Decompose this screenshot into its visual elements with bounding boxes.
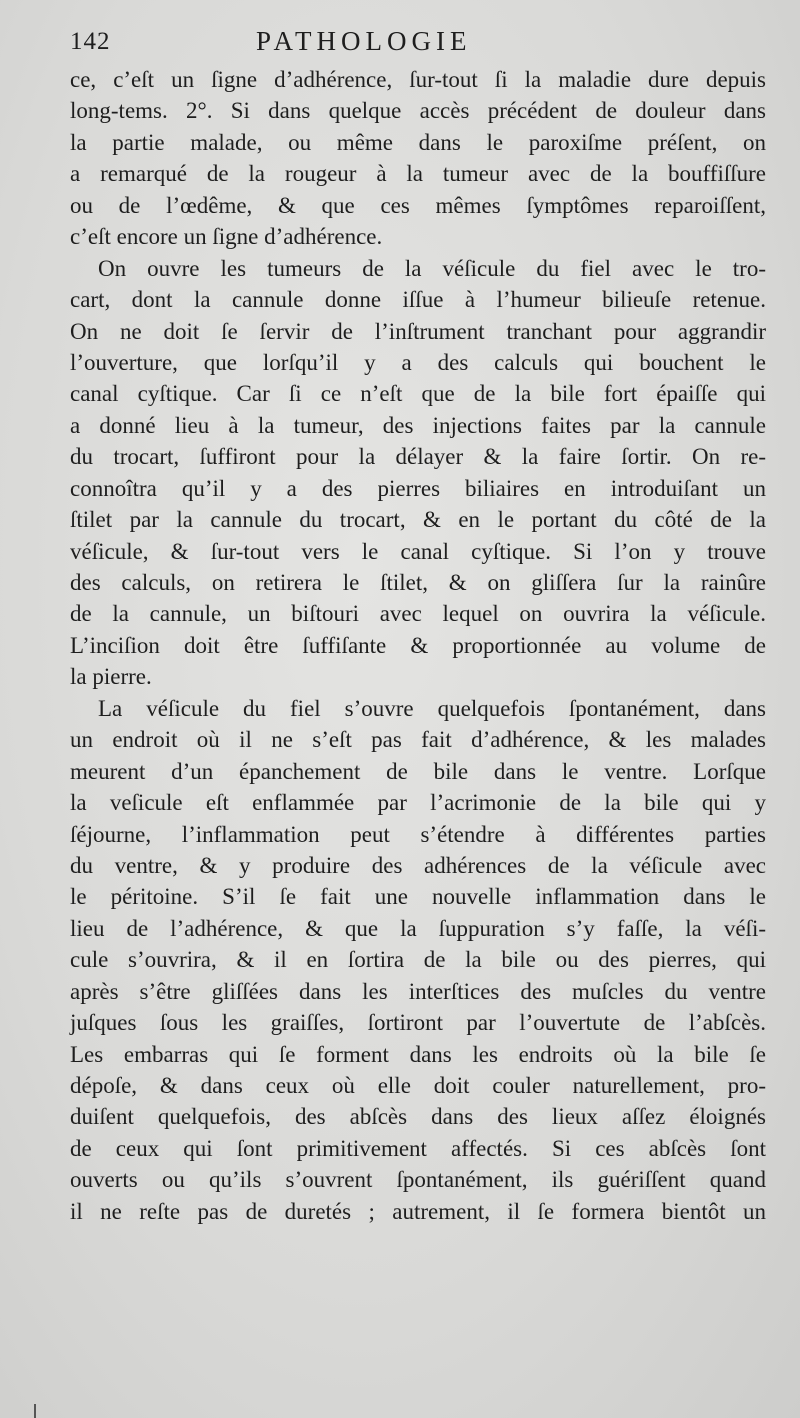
text-line: connoîtra qu’il y a des pierres biliaires en introduiſant un	[70, 475, 766, 501]
page-number: 142	[70, 28, 111, 55]
text-line: ouverts ou qu’ils s’ouvrent ſpontanément, ils guériſſent quand	[70, 1167, 766, 1193]
text-line: de la cannule, un biſtouri avec lequel on ouvrira la véſicule.	[70, 601, 766, 627]
text-line: meurent d’un épanchement de bile dans le ventre. Lorſque	[70, 758, 766, 784]
text-line: juſques ſous les graiſſes, ſortiront par l’ouvertute de l’abſcès.	[70, 1010, 766, 1036]
text-line: il ne reſte pas de duretés ; autrement, il ſe formera bientôt un	[70, 1198, 766, 1224]
page-edge-mark	[34, 1404, 36, 1418]
text-line: cule s’ouvrira, & il en ſortira de la bile ou des pierres, qui	[70, 947, 766, 973]
text-line: lieu de l’adhérence, & que la ſuppuration s’y faſſe, la véſi-	[70, 915, 766, 941]
text-line: du trocart, ſuffiront pour la délayer & la faire ſortir. On re-	[70, 444, 766, 470]
page-header	[70, 26, 800, 62]
text-line: L’inciſion doit être ſuffiſante & proportionnée au volume de	[70, 632, 766, 658]
text-line: On ouvre les tumeurs de la véſicule du fiel avec le tro-	[98, 255, 766, 281]
text-line: un endroit où il ne s’eſt pas fait d’adhérence, & les malades	[70, 727, 766, 753]
running-title: PATHOLOGIE	[256, 26, 472, 56]
text-line: la veſicule eſt enflammée par l’acrimonie de la bile qui y	[70, 790, 766, 816]
text-line: ſéjourne, l’inflammation peut s’étendre à différentes parties	[70, 821, 766, 847]
text-line: a donné lieu à la tumeur, des injections faites par la cannule	[70, 412, 766, 438]
text-line: du ventre, & y produire des adhérences de la véſicule avec	[70, 852, 766, 878]
text-line: de ceux qui ſont primitivement affectés. Si ces abſcès ſont	[70, 1135, 766, 1161]
text-line: l’ouverture, que lorſqu’il y a des calculs qui bouchent le	[70, 349, 766, 375]
text-line: La véſicule du fiel s’ouvre quelquefois ſpontanément, dans	[98, 695, 766, 721]
text-line: cart, dont la cannule donne iſſue à l’humeur bilieuſe retenue.	[70, 287, 766, 313]
text-line: ou de l’œdême, & que ces mêmes ſymptômes reparoiſſent,	[70, 192, 766, 218]
text-line: ce, c’eſt un ſigne d’adhérence, ſur-tout ſi la maladie dure depuis	[70, 67, 766, 92]
text-line: le péritoine. S’il ſe fait une nouvelle inflammation dans le	[70, 884, 766, 910]
text-line: dépoſe, & dans ceux où elle doit couler naturellement, pro-	[70, 1073, 766, 1098]
text-line: c’eſt encore un ſigne d’adhérence.	[70, 224, 383, 250]
text-line: la pierre.	[70, 664, 152, 690]
text-line: long-tems. 2°. Si dans quelque accès précédent de douleur dans	[70, 98, 766, 124]
text-line: véſicule, & ſur-tout vers le canal cyſtique. Si l’on y trouve	[70, 538, 766, 564]
text-line: ſtilet par la cannule du trocart, & en le portant du côté de la	[70, 507, 766, 533]
text-line: duiſent quelquefois, des abſcès dans des lieux aſſez éloignés	[70, 1104, 766, 1130]
text-line: des calculs, on retirera le ſtilet, & on gliſſera ſur la rainûre	[70, 570, 766, 595]
text-line: après s’être gliſſées dans les interſtices des muſcles du ventre	[70, 978, 766, 1004]
text-line: On ne doit ſe ſervir de l’inſtrument tranchant pour aggrandir	[70, 318, 766, 344]
text-line: Les embarras qui ſe forment dans les endroits où la bile ſe	[70, 1041, 766, 1067]
text-line: canal cyſtique. Car ſi ce n’eſt que de la bile fort épaiſſe qui	[70, 381, 766, 407]
body-text	[70, 64, 766, 1227]
text-line: a remarqué de la rougeur à la tumeur avec de la bouffiſſure	[70, 161, 766, 187]
text-line: la partie malade, ou même dans le paroxiſme préſent, on	[70, 129, 766, 155]
